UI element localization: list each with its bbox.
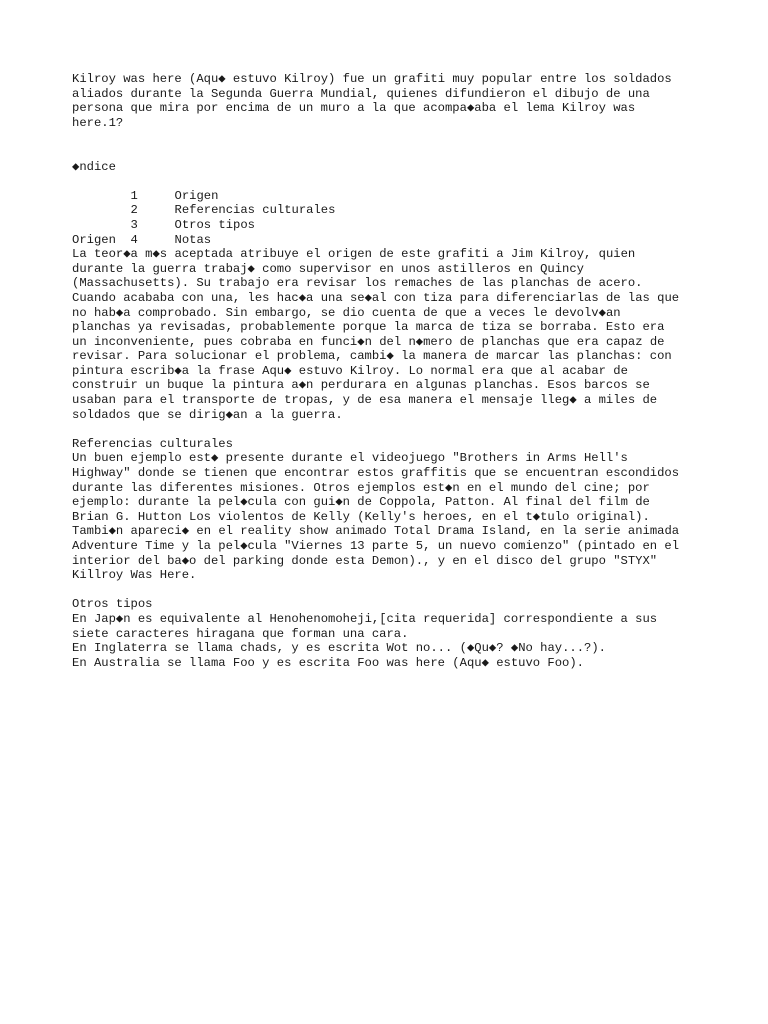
paragraph-line: durante las diferentes misiones. Otros ejemplos est◆n en el mundo del cine; por xyxy=(72,480,650,495)
paragraph-line: Killroy Was Here. xyxy=(72,568,197,583)
paragraph-line: siete caracteres hiragana que forman una cara. xyxy=(72,626,409,641)
toc-heading: ◆ndice xyxy=(72,159,116,174)
paragraph-line: Highway" donde se tienen que encontrar estos graffitis que se encuentran escondidos xyxy=(72,466,680,481)
paragraph-line: usaban para el transporte de tropas, y de esa manera el mensaje lleg◆ a miles de xyxy=(72,393,658,408)
paragraph-line: La teor◆a m◆s aceptada atribuye el origen de este grafiti a Jim Kilroy, quien xyxy=(72,247,636,262)
section-heading: Referencias culturales xyxy=(72,436,233,451)
spacer xyxy=(72,145,712,160)
paragraph-line: durante la guerra trabaj◆ como supervisor en unos astilleros en Quincy xyxy=(72,261,584,276)
paragraph-line: Cuando acababa con una, les hac◆a una se◆al con tiza para diferenciarlas de las que xyxy=(72,290,680,305)
paragraph-line: planchas ya revisadas, probablemente porque la marca de tiza se borraba. Esto era xyxy=(72,320,665,335)
toc-item-label[interactable]: Referencias culturales xyxy=(174,203,336,218)
paragraph-line: interior del ba◆o del parking donde esta Demon)., y en el disco del grupo "STYX" xyxy=(72,553,658,568)
toc-item-label[interactable]: Notas xyxy=(174,232,212,247)
section-heading: Otros tipos xyxy=(72,597,153,612)
paragraph-line: Brian G. Hutton Los violentos de Kelly (Kelly's heroes, en el t◆tulo original). xyxy=(72,509,650,524)
toc-item-number: 3 xyxy=(130,217,138,232)
section-referencias-culturales xyxy=(72,437,712,583)
paragraph-line: no hab◆a comprobado. Sin embargo, se dio cuenta de que a veces le devolv◆an xyxy=(72,305,621,320)
toc-item-label[interactable]: Origen xyxy=(174,188,219,203)
document-body xyxy=(72,72,712,670)
table-of-contents xyxy=(72,159,712,247)
paragraph-line: (Massachusetts). Su trabajo era revisar los remaches de las planchas de acero. xyxy=(72,276,643,291)
section-otros-tipos xyxy=(72,597,712,670)
intro-paragraph xyxy=(72,72,712,130)
paragraph-line: soldados que se dirig◆an a la guerra. xyxy=(72,407,343,422)
paragraph-line: Tambi◆n apareci◆ en el reality show animado Total Drama Island, en la serie animada xyxy=(72,524,680,539)
paragraph-line: ejemplo: durante la pel◆cula con gui◆n de Coppola, Patton. Al final del film de xyxy=(72,495,650,510)
spacer xyxy=(72,130,712,145)
intro-line: here.1? xyxy=(72,115,124,130)
spacer xyxy=(72,422,712,437)
paragraph-line: Adventure Time y la pel◆cula "Viernes 13 parte 5, un nuevo comienzo" (pintado en el xyxy=(72,539,680,553)
section-heading: Origen xyxy=(72,232,116,247)
intro-line: aliados durante la Segunda Guerra Mundial, quienes difundieron el dibujo de una xyxy=(72,86,650,101)
toc-item-number: 1 xyxy=(130,188,138,203)
paragraph-line: Un buen ejemplo est◆ presente durante el videojuego "Brothers in Arms Hell's xyxy=(72,451,628,466)
toc-item-number: 4 xyxy=(130,232,138,247)
toc-item[interactable] xyxy=(72,174,712,203)
paragraph-line: pintura escrib◆a la frase Aqu◆ estuvo Kilroy. Lo normal era que al acabar de xyxy=(72,363,628,378)
section-origen xyxy=(72,233,712,423)
paragraph-line: En Inglaterra se llama chads, y es escrita Wot no... (◆Qu◆? ◆No hay...?). xyxy=(72,641,606,656)
paragraph-line: revisar. Para solucionar el problema, cambi◆ la manera de marcar las planchas: con xyxy=(72,349,672,364)
paragraph-line: construir un buque la pintura a◆n perdurara en algunas planchas. Esos barcos se xyxy=(72,378,650,393)
toc-item-number: 2 xyxy=(130,203,138,218)
toc-item-label[interactable]: Otros tipos xyxy=(174,217,255,232)
paragraph-line: En Australia se llama Foo y es escrita Foo was here (Aqu◆ estuvo Foo). xyxy=(72,655,584,670)
spacer xyxy=(72,583,712,598)
paragraph-line: un inconveniente, pues cobraba en funci◆n del n◆mero de planchas que era capaz de xyxy=(72,334,665,349)
paragraph-line: En Jap◆n es equivalente al Henohenomoheji,[cita requerida] correspondiente a sus xyxy=(72,611,658,626)
intro-line: persona que mira por encima de un muro a la que acompa◆aba el lema Kilroy was xyxy=(72,101,636,116)
intro-line: Kilroy was here (Aqu◆ estuvo Kilroy) fue un grafiti muy popular entre los soldados xyxy=(72,72,672,86)
